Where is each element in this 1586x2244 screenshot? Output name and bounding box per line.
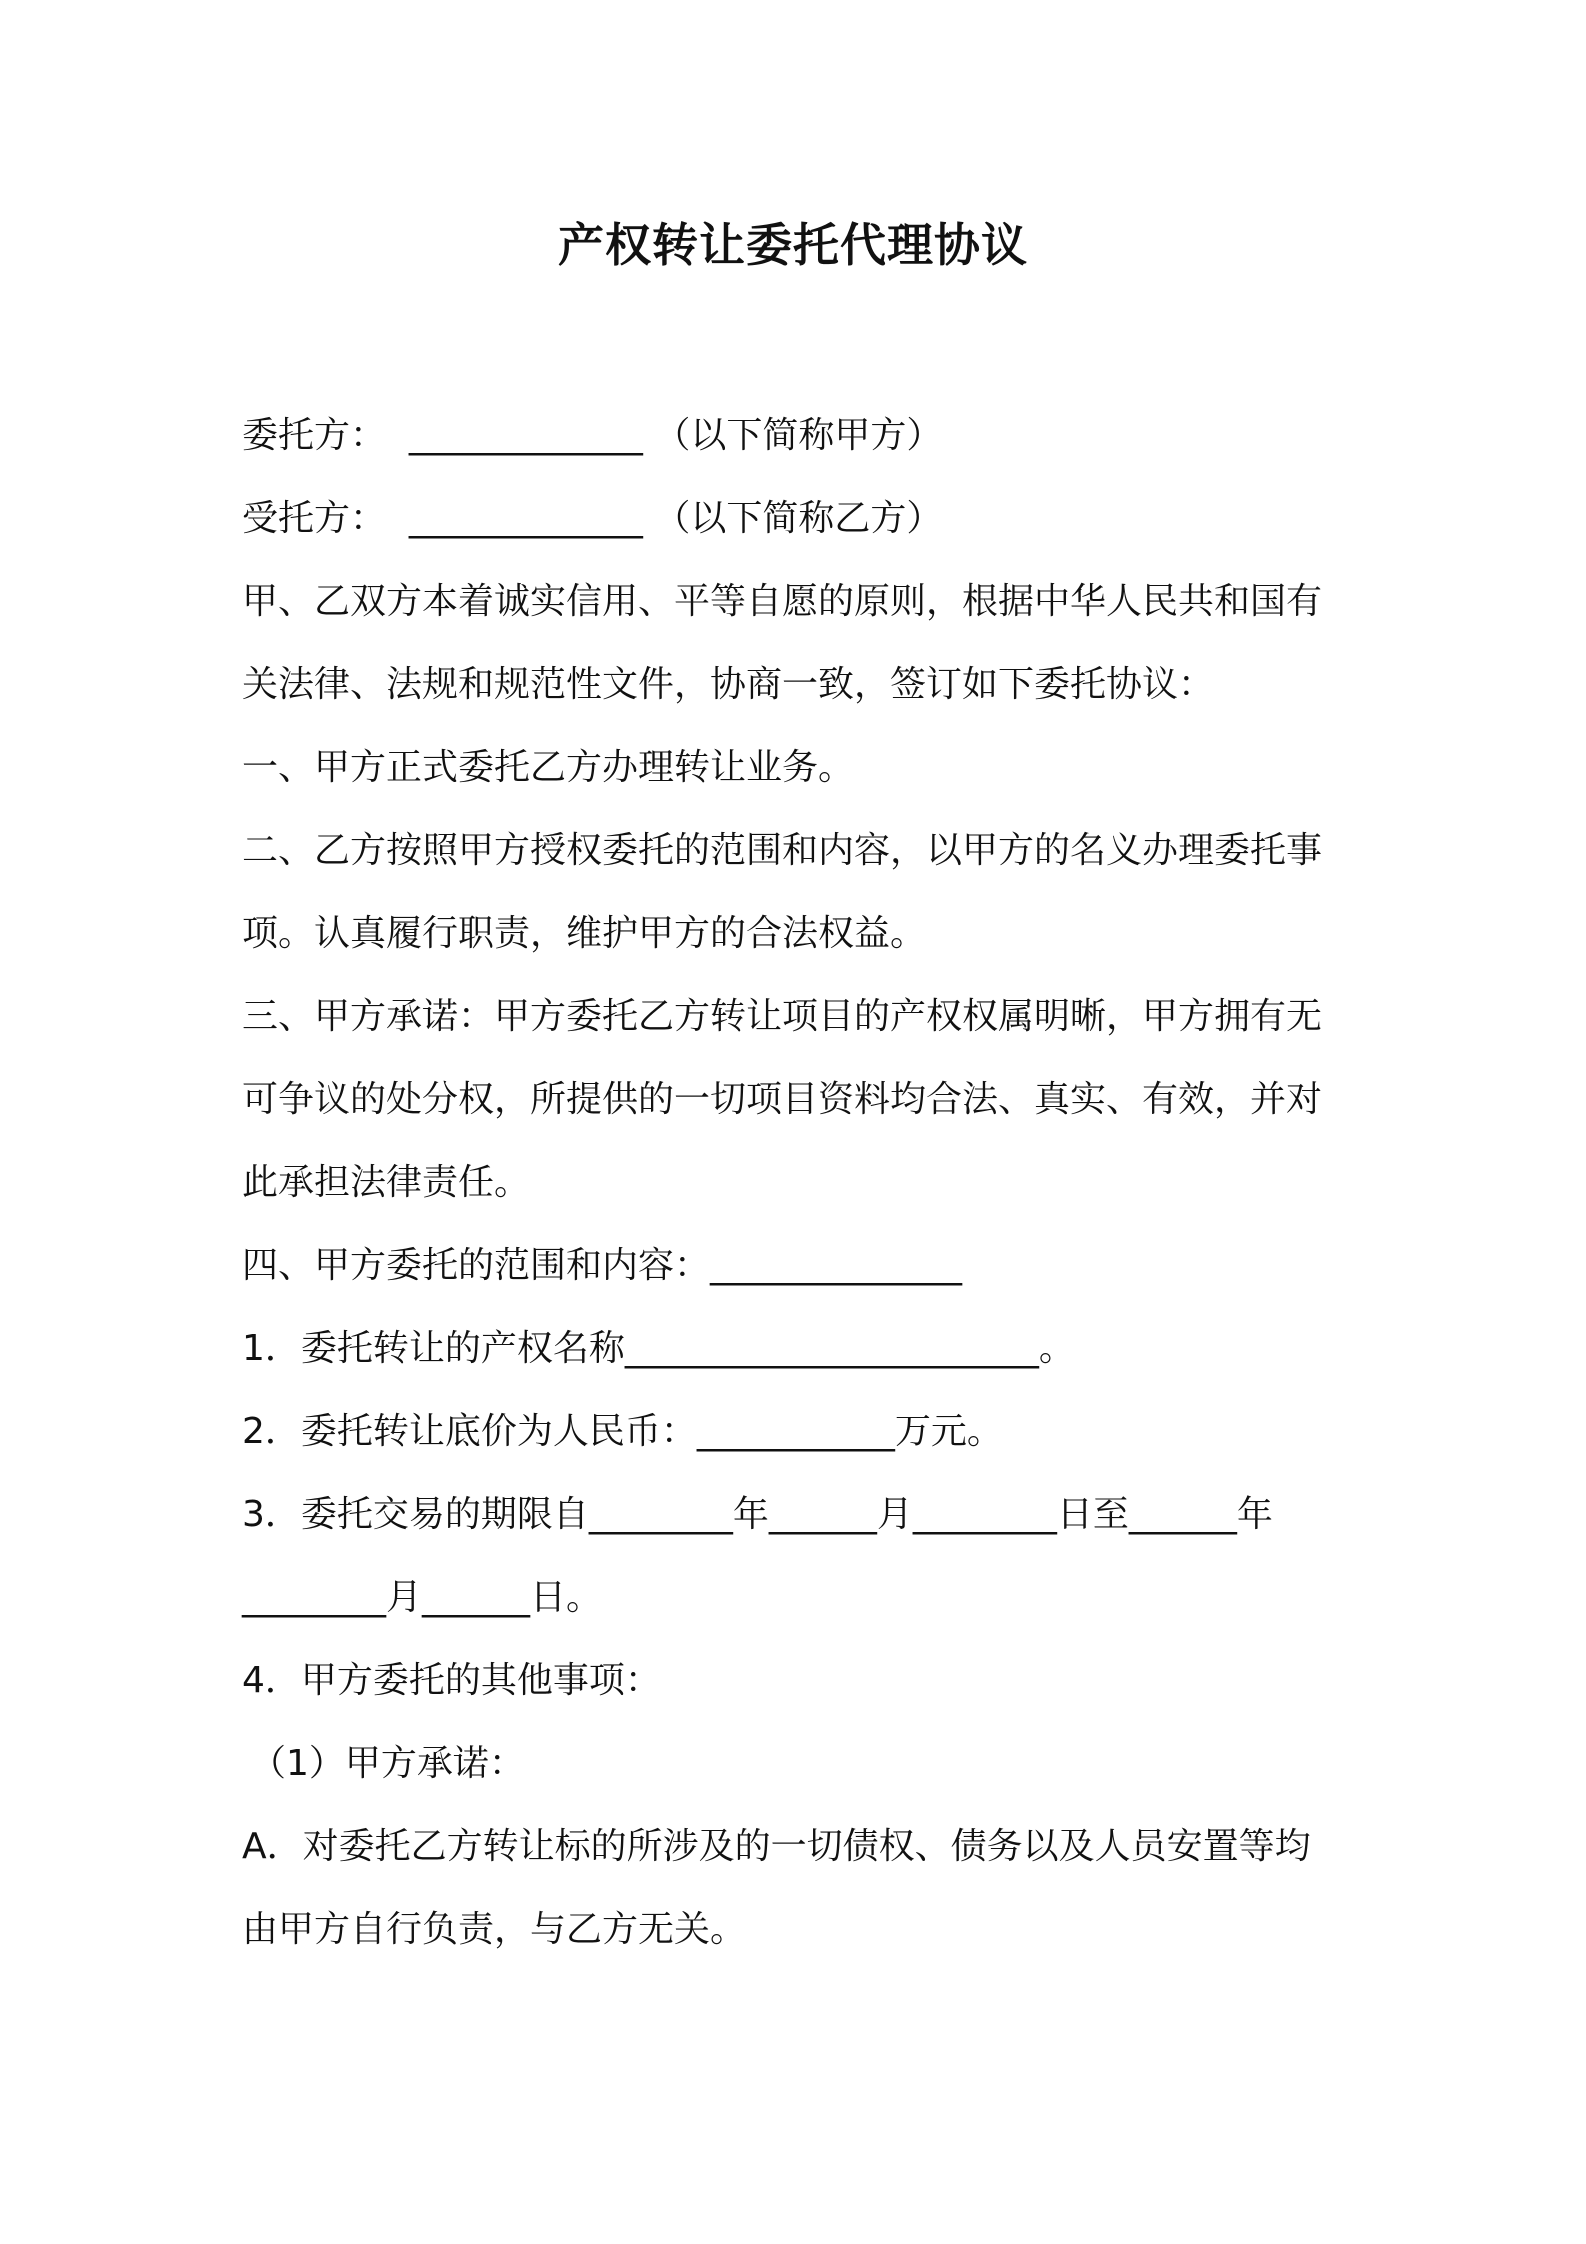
item-4-other-matters: 4．甲方委托的其他事项： [242, 1660, 661, 1701]
item-1-property-name: 1．委托转让的产权名称_______________________。 [242, 1328, 1075, 1369]
clause-3-line-3: 此承担法律责任。 [242, 1162, 531, 1203]
item-2-reserve-price: 2．委托转让底价为人民币：___________万元。 [242, 1411, 1003, 1452]
principal-line: 委托方： _____________ （以下简称甲方） [242, 415, 943, 456]
agent-line: 受托方： _____________ （以下简称乙方） [242, 498, 943, 539]
point-a-line-2: 由甲方自行负责，与乙方无关。 [242, 1909, 747, 1950]
clause-2-line-2: 项。认真履行职责，维护甲方的合法权益。 [242, 913, 927, 954]
clause-3-line-2: 可争议的处分权，所提供的一切项目资料均合法、真实、有效，并对 [242, 1079, 1323, 1120]
document-title: 产权转让委托代理协议 [558, 218, 1028, 272]
preamble-line-2: 关法律、法规和规范性文件，协商一致，签订如下委托协议： [242, 664, 1215, 705]
sub-item-1-commitment: （1）甲方承诺： [250, 1743, 525, 1784]
item-3-term-line-1: 3．委托交易的期限自________年______月________日至______年 [242, 1494, 1273, 1535]
item-3-term-line-2: ________月______日。 [242, 1577, 603, 1618]
point-a-line-1: A．对委托乙方转让标的所涉及的一切债权、债务以及人员安置等均 [242, 1826, 1311, 1867]
clause-4-heading: 四、甲方委托的范围和内容：______________ [242, 1245, 963, 1286]
clause-1: 一、甲方正式委托乙方办理转让业务。 [242, 747, 855, 788]
clause-3-line-1: 三、甲方承诺：甲方委托乙方转让项目的产权权属明晰，甲方拥有无 [242, 996, 1323, 1037]
clause-2-line-1: 二、乙方按照甲方授权委托的范围和内容，以甲方的名义办理委托事 [242, 830, 1323, 871]
preamble-line-1: 甲、乙双方本着诚实信用、平等自愿的原则，根据中华人民共和国有 [242, 581, 1323, 622]
